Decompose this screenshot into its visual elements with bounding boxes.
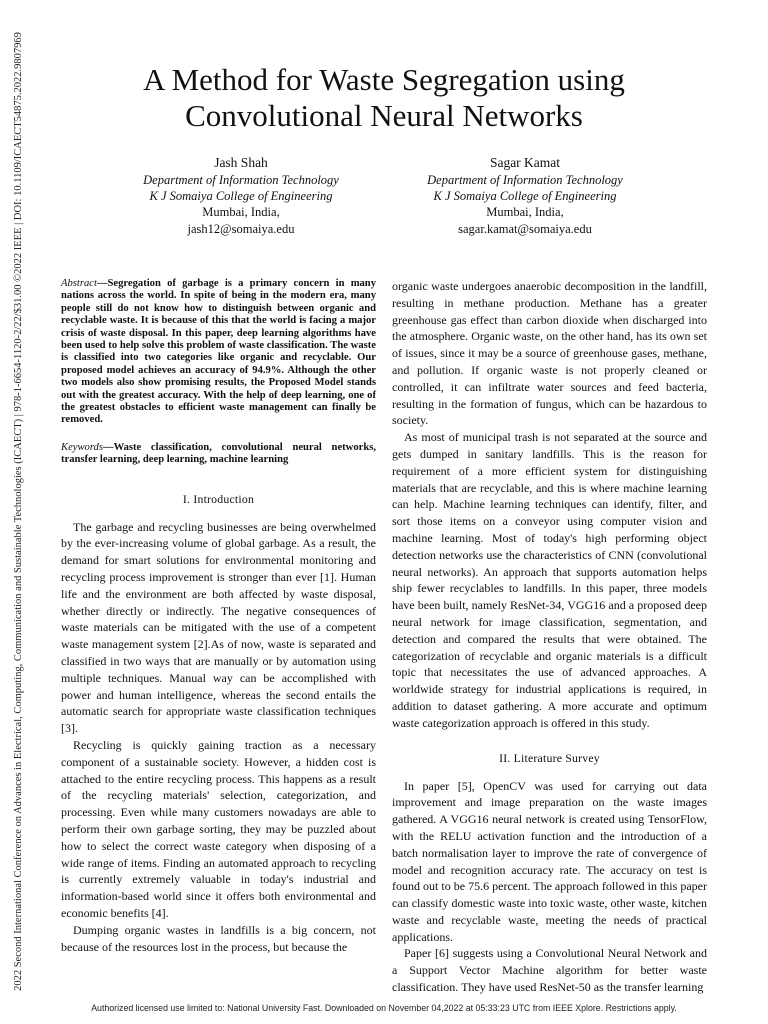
author-email: jash12@somaiya.edu (187, 221, 295, 236)
paragraph: Recycling is quickly gaining traction as a necessary component of a sustainable society. However, a hidden cost is attached to the entire recycling process. This happens as a result of the recycling materials' selection, categorization, and processing. Even while many customers nowadays are able to perform their own garbage sorting, they may be puzzled about how to select the correct waste category when disposing of a wide range of items. Finding an automated approach to recycling is currently extremely valuable in today's industrial and information-based world since it offers both environmental and economic benefits [4]. (61, 738, 376, 921)
author-name: Sagar Kamat (489, 155, 561, 170)
author-location: Mumbai, India, (486, 205, 564, 220)
keywords-lead: Keywords (61, 441, 103, 453)
paper-title (60, 62, 708, 134)
license-footer: Authorized licensed use limited to: National University Fast. Downloaded on November 04,2022 at 05:33:23 UTC from IEEE Xplore. Restrictions apply. (91, 1003, 677, 1013)
conference-doi-text: 2022 Second International Conference on Advances in Electrical, Computing, Communication and Sustainable Technologies (ICAECT) | 978-1-6654-1120-2/22/$31.00 ©2022 IEEE | DOI: 10.1109/ICAECT54875.2022.9807969 (12, 31, 24, 991)
author-block-2 (380, 154, 670, 237)
paragraph: As most of municipal trash is not separated at the source and gets dumped in sanitary landfills. This is the reason for requirement of a more efficient system for distinguishing materials that are recyclable, and this is where machine learning can help. Machine learning techniques can identify, filter, and sort those items on a conveyor using computer vision and machine learning. Most of today's high performing object detection networks use the characteristics of CNN (convolutional neural networks). An approach that supports automation helps ship fewer recyclables to landfills. In this paper, three models have been built, namely ResNet-34, VGG16 and a proposed deep neural network for image classification, segmentation, and detection and compared the results that were obtained. The categorization of recyclable and organic materials is a difficult topic that necessitates the use of advanced approaches. A worldwide strategy for industrial applications is required, in addition to dataset gathering. A more accurate and optimum waste categorization approach is offered in this study. (392, 430, 707, 730)
keywords (61, 442, 376, 467)
author-name: Jash Shah (214, 155, 268, 170)
title-line-2: Convolutional Neural Networks (185, 98, 583, 133)
section-heading-introduction: I. Introduction (182, 491, 255, 506)
author-college: K J Somaiya College of Engineering (149, 189, 333, 204)
author-college: K J Somaiya College of Engineering (433, 189, 617, 204)
left-column (61, 278, 376, 955)
title-line-1: A Method for Waste Segregation using (143, 62, 625, 97)
author-email: sagar.kamat@somaiya.edu (458, 221, 592, 236)
abstract (61, 278, 376, 427)
author-department: Department of Information Technology (143, 173, 339, 187)
keywords-text: —Waste classification, convolutional neural networks, transfer learning, deep learning, machine learning (61, 441, 376, 466)
paragraph-continued: organic waste undergoes anaerobic decomposition in the landfill, resulting in methane production. Methane has a greater greenhouse gas effect than carbon dioxide when discharged into the atmosphere. Organic waste, on the other hand, has its own set of issues, since it may be a source of greenhouse gases, methane, and pollution. If organic waste is not properly cleaned or controlled, it can infiltrate water sources and feed bacteria, resulting in the formation of fungus, which can be hazardous to society. (392, 279, 707, 428)
author-department: Department of Information Technology (427, 173, 623, 187)
paragraph: The garbage and recycling businesses are being overwhelmed by the ever-increasing volume of global garbage. As a result, the demand for smart solutions for environmental monitoring and recycling process improvement is stronger than ever [1]. Human life and the environment are both affected by waste disposal, whether directly or indirectly. The negative consequences of waste materials can be mitigated with the use of a competent waste management system [2].As of now, waste is separated and classified in two ways that are manually or by automation using multiple techniques. Manual way can be accomplished with power and human intelligence, whereas the second entails the automatic search for appropriate waste classification techniques [3]. (61, 519, 376, 736)
paragraph: Paper [6] suggests using a Convolutional Neural Network and a Support Vector Machine algorithm for better waste classification. They have used ResNet-50 as the transfer learning (392, 946, 707, 995)
abstract-text: —Segregation of garbage is a primary concern in many nations across the world. In spite of being in the modern era, many people still do not know how to distinguish between organic and recyclable waste. It is because of this that the world is facing a major crisis of waste disposal. In this paper, deep learning algorithms have been used to help solve this problem of waste classification. The waste is classified into two categories like organic and recyclable. Our proposed model achieves an accuracy of 94.9%. Although the other two models also show promising results, the Proposed Model stands out with the greatest accuracy. With the help of deep learning, one of the greatest obstacles to efficient waste management can finally be removed. (61, 278, 376, 426)
paragraph: Dumping organic wastes in landfills is a big concern, not because of the resources lost in the process, but because the (61, 922, 376, 954)
doi-sidebar (6, 31, 30, 991)
author-location: Mumbai, India, (202, 205, 280, 220)
right-column (392, 278, 707, 996)
paragraph: In paper [5], OpenCV was used for carrying out data improvement and image preparation on the waste images gathered. A VGG16 neural network is created using TensorFlow, with the RELU activation function and the introduction of a batch normalisation layer to improve the rate of convergence of model and recognition accuracy rate. The accuracy on test is found out to be 75.6 percent. The approach followed in this paper can classify domestic waste into toxic waste, other waste, kitchen waste and recyclable waste, meeting the needs of practical applications. (392, 778, 707, 944)
author-block-1 (96, 154, 386, 237)
section-heading-literature-survey: II. Literature Survey (499, 750, 600, 765)
abstract-lead: Abstract (61, 278, 97, 289)
